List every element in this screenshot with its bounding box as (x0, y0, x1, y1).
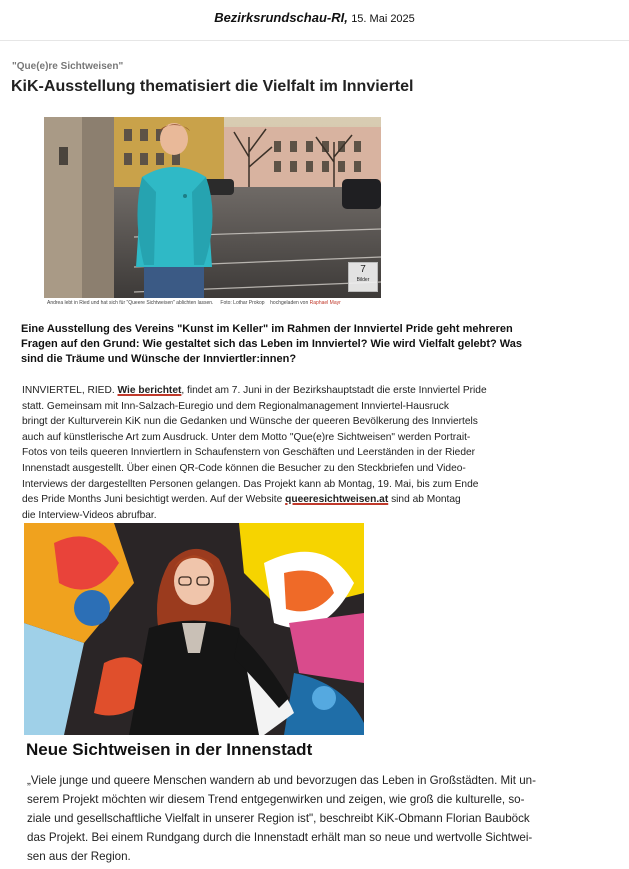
quote-line: „Viele junge und queere Menschen wandern ab und bevorzugen das Leben in Großstädten. Mit un- (27, 774, 536, 787)
caption-text: Andrea lebt in Ried und hat sich für "Queere Sichtweisen" ablichten lassen. (47, 300, 214, 306)
graffiti-photo-illustration (24, 523, 364, 735)
photo-count-badge[interactable] (348, 262, 378, 292)
article-photo-portrait[interactable] (44, 117, 381, 298)
portrait-photo-illustration (44, 117, 381, 298)
website-link[interactable]: queeresichtweisen.at (285, 494, 389, 506)
quote-paragraph (27, 771, 617, 866)
section-subheading: Neue Sichtweisen in der Innenstadt (26, 740, 313, 759)
quote-line: das Projekt. Bei einem Rundgang durch die Innenstadt erhält man so neue und wertvolle Sichtwei- (27, 831, 533, 844)
body-line: auch auf künstlerische Art zum Ausdruck. Unter dem Motto "Que(e)re Sichtweisen" werden Portrait- (22, 431, 471, 443)
wie-berichtet-link[interactable]: Wie berichtet (117, 385, 182, 396)
caption-uploader-link[interactable]: Raphael Mayr (309, 300, 341, 306)
body-line: statt. Gemeinsam mit Inn-Salzach-Euregio und dem Regionalmanagement Innviertel-Hausruck (22, 400, 449, 412)
publication-name: Bezirksrundschau-RI, (214, 10, 348, 25)
body-line-text: sind ab Montag (391, 494, 461, 506)
publication-date: 15. Mai 2025 (351, 13, 415, 25)
quote-line: sen aus der Region. (27, 850, 131, 863)
body-line: Fotos von teils queeren Innviertlern in Schaufenstern von Geschäften und Leerständen in der Rieder (22, 447, 476, 459)
body-line: Innenstadt ausgestellt. Über einen QR-Code können die Besucher zu den Steckbriefen und Video- (22, 462, 466, 474)
quote-line: ziale und gesellschaftliche Vielfalt in unserer Region ist", beschreibt KiK-Obmann Florian Bauböck (27, 812, 530, 825)
body-line (22, 383, 532, 399)
body-line: die Interview-Videos abrufbar. (22, 509, 157, 521)
publication-header (0, 10, 629, 25)
quote-line: serem Projekt möchten wir diesem Trend entgegenwirken und zeigen, wie groß die kulturelle, so- (27, 793, 525, 806)
article-headline: KiK-Ausstellung thematisiert die Vielfalt im Innviertel (11, 78, 414, 95)
caption-credit: Foto: Lothar Prokop (220, 300, 265, 306)
body-line: Interviews der dargestellten Personen gelangen. Das Projekt kann ab Montag, 19. Mai, bis zum Ende (22, 478, 479, 490)
photo-count-label: Bilder (356, 277, 370, 283)
article-lead: Eine Ausstellung des Vereins "Kunst im Keller" im Rahmen der Innviertel Pride geht mehreren Fragen auf den Grund: Wie gestaltet sich das Leben im Innviertel? Wie wird Vielfalt gelebt? Was sind die Träume und Wünsche der Innviertler:innen? (21, 323, 523, 365)
article-kicker: "Que(e)re Sichtweisen" (12, 61, 124, 72)
body-line (22, 492, 532, 508)
body-line-text: , findet am 7. Juni in der Bezirkshauptstadt die erste Innviertel Pride (181, 385, 487, 396)
caption-uploaded-label: hochgeladen von (270, 300, 309, 306)
article-photo-graffiti[interactable] (24, 523, 364, 735)
divider (0, 40, 629, 41)
photo-count: 7 (360, 264, 366, 275)
body-line: bringt der Kulturverein KiK nun die Gedanken und Wünsche der queeren Bevölkerung des Innviertels (22, 416, 478, 428)
body-line-text: des Pride Months Juni besichtigt werden. Auf der Website (22, 494, 283, 506)
photo-caption (47, 300, 341, 306)
article-body (22, 383, 532, 523)
dateline: INNVIERTEL, RIED. (22, 385, 115, 396)
